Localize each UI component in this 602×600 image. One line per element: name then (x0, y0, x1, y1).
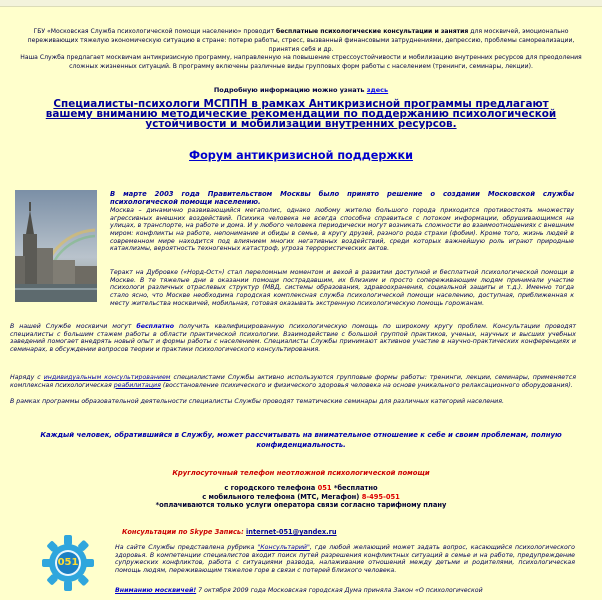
city-phone-label: с городского телефона (224, 484, 318, 492)
paragraph-moscow: Москва – динамично развивающийся мегаполис, однако любому жителю большого города приходится противостоять множеству агрессивных внешних воздействий. Психика человека не всегда способна справиться с потоком информации, обрушивающимся на улицах, в транспорте, на работе и дома. И у любого человека периодически могут возникать сложности во взаимоотношениях с внешним миром: конфликты на работе, непонимание и обиды в семье, в кругу друзей, разного рода страхи (фобии). Кроме того, жизнь людей в современном мире находится под влиянием многих негативных воздействий, среди которых важнейшую роль играют природные катаклизмы, вероятность техногенных катастроф, угроза террористических актов. (110, 207, 574, 253)
hotline-numbers (0, 484, 602, 510)
methodical-recommendations-link[interactable]: Специалисты-психологи МСППН в рамках Антикризисной программы предлагают вашему вниманию методические рекомендации по поддержанию психологической устойчивости и мобилизации внутренних ресурсов. (45, 98, 557, 130)
consultarium-text: На сайте Службы представлена рубрика (115, 544, 258, 551)
city-phone-line (0, 484, 602, 493)
individual-consulting-link[interactable]: индивидуальным консультированием (43, 374, 171, 381)
skype-email-link[interactable]: internet-051@yandex.ru (246, 528, 337, 536)
paragraph-seminars: В рамках программы образовательной деятельности специалисты Службы проводят тематические семинары для различных категорий населения. (10, 398, 504, 405)
group-work-text-3: (восстановление психического и физического здоровья человека на основе уникального релаксационного оборудования). (160, 381, 573, 389)
paragraph-founding-title: В марте 2003 года Правительством Москвы было принято решение о создании Московской службы психологической помощи населению. (110, 190, 574, 206)
consultarium-text-2: , где любой желающий может задать вопрос, касающийся психологического здоровья. В компетенции специалистов входит поиск путей разрешения конфликтных ситуаций в семье и на работе, предупреждение супружеских конфликтов, работа с ситуациями развода, налаживание отношений между детьми и родителями, психологическая помощь людям, переживающим тяжелое горе в связи с потерей близкого человека. (115, 544, 575, 574)
intro-paragraph-2: Наша Служба предлагает москвичам антикризисную программу, направленную на повышение стрессоустойчивости и мобилизацию внутренних ресурсов для преодоления сложных жизненных ситуаций. В программу включены различные виды групповых форм работы с населением (тренинги, семинары, лекции). (20, 54, 582, 71)
service-051-logo[interactable] (40, 533, 96, 593)
hotline-title: Круглосуточный телефон неотложной психологической помощи (172, 469, 430, 477)
attention-text: 7 октября 2009 года Московская городская Дума приняла Закон «О психологической (196, 587, 483, 594)
mobile-phone-number: 8-495-051 (361, 492, 400, 501)
paragraph-group-work (10, 374, 576, 389)
free-help-text-2: получить квалифицированную психологическую помощь по широкому кругу проблем. Консультации проводят специалисты с большим стажем работы в области практической психологии. Взаимодействие с большой группой практиков, ученых, научных и высших учебных заведений помогает внедрять новый опыт и формы работы с населением. Специалисты Службы принимают активное участие в научно-практических конференциях и семинарах, в обсуждении вопросов теории и практики психологического консультирования. (10, 323, 576, 353)
city-phone-free: *бесплатно (331, 484, 378, 492)
more-info-text: Подробную информацию можно узнать (213, 86, 367, 94)
moscow-skyline-image (15, 190, 97, 302)
phone-tariff-note: *оплачиваются только услуги оператора связи согласно тарифному плану (155, 501, 447, 510)
paragraph-attention (115, 587, 575, 595)
skype-label: Консультации по Skype Запись: (122, 528, 246, 536)
confidentiality-note: Каждый человек, обратившийся в Службу, может рассчитывать на внимательное отношение к себе и своим проблемам, полную конфиденциальность. (40, 431, 562, 449)
more-info-link[interactable]: здесь (366, 86, 389, 94)
free-highlight: бесплатно (136, 323, 175, 330)
moscow-skyline-photo (15, 190, 97, 302)
skype-consultation (122, 528, 337, 536)
paragraph-free-help (10, 323, 576, 354)
intro-text-2: для москвичей, эмоционально переживающих тяжелую экономическую ситуацию в стране: потерю работы, стресс, вызванный финансовыми затруднениями, депрессию, проблемы самореализации, принятия себя и др. (27, 28, 575, 53)
paragraph-consultarium (115, 544, 575, 575)
mobile-phone-label: с мобильного телефона (МТС, Мегафон) (202, 492, 362, 501)
logo-number: 051 (57, 557, 79, 568)
city-phone-number: 051 (317, 484, 332, 492)
rehabilitation-link[interactable]: реабилитация (113, 381, 161, 389)
top-bar (0, 0, 602, 7)
intro-bold: бесплатные психологические консультации и занятия (276, 28, 469, 35)
intro-text: ГБУ «Московская Служба психологической помощи населению» проводит (33, 28, 276, 35)
consultarium-link[interactable]: "Консультарий" (257, 544, 310, 551)
attention-lead-link[interactable]: Вниманию москвичей! (115, 587, 197, 594)
paragraph-nord-ost: Теракт на Дубровке («Норд-Ост») стал переломным моментом и вехой в развитии доступной и бесплатной психологической помощи в Москве. В те тяжелые дни в оказании помощи пострадавшим, их близким и просто сопереживающим людям принимали участие психологи различных отраслевых структур (МВД, системы образования, здравоохранения, социальной защиты и т.д.). Именно тогда стало ясно, что Москве необходима городская комплексная служба психологической помощи населению, доступная, приближенная к месту жительства москвичей, мобильная, готовая оказывать экстренную психологическую помощь горожанам. (110, 269, 574, 307)
group-work-text: Наряду с (10, 374, 44, 381)
more-info-line (0, 86, 602, 94)
forum-link[interactable]: Форум антикризисной поддержки (189, 149, 413, 162)
group-work-text-2: специалистами Службы активно используются групповые формы работы: тренинги, лекции, семинары, применяется комплексная психологическая (10, 374, 576, 389)
mobile-phone-line (0, 493, 602, 502)
intro-block (18, 28, 584, 72)
free-help-text: В нашей Службе москвичи могут (10, 323, 137, 330)
